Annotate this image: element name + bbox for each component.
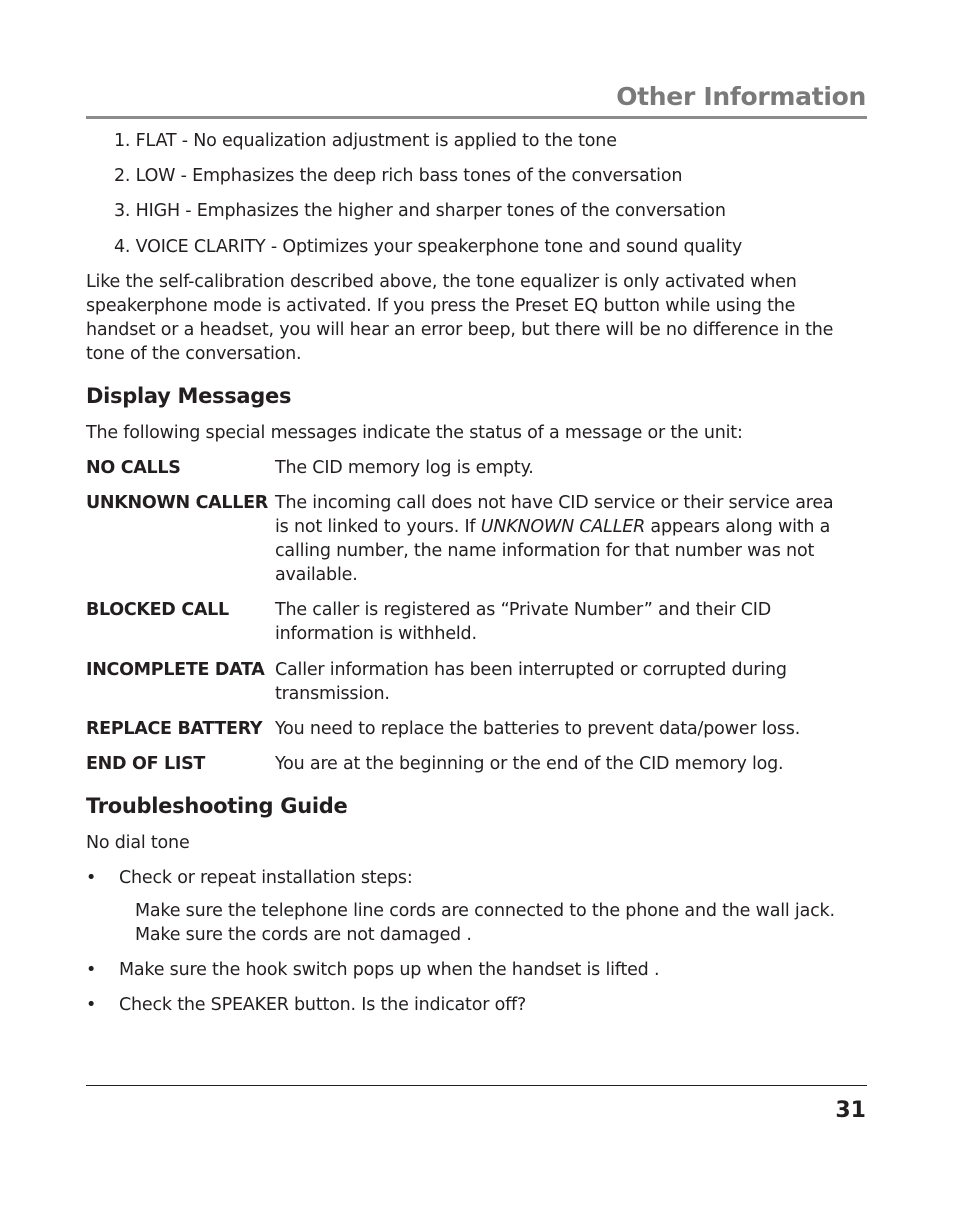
display-messages-intro: The following special messages indicate the status of a message or the unit:	[86, 423, 743, 443]
eq-paragraph-line: speakerphone mode is activated. If you press the Preset EQ button while using the	[86, 296, 796, 316]
term-unknown-caller: UNKNOWN CALLER	[86, 493, 268, 513]
eq-item-flat: 1. FLAT - No equalization adjustment is applied to the tone	[114, 131, 617, 151]
def-unknown-caller-line: The incoming call does not have CID service or their service area	[275, 493, 834, 513]
def-incomplete-data-line: transmission.	[275, 684, 390, 704]
def-blocked-call-line: information is withheld.	[275, 624, 477, 644]
def-unknown-caller-line: is not linked to yours. If UNKNOWN CALLER appears along with a	[275, 517, 831, 537]
def-unknown-caller-line: calling number, the name information for that number was not	[275, 541, 815, 561]
def-end-of-list: You are at the beginning or the end of the CID memory log.	[275, 754, 784, 774]
term-no-calls: NO CALLS	[86, 458, 181, 478]
term-blocked-call: BLOCKED CALL	[86, 600, 229, 620]
eq-item-low: 2. LOW - Emphasizes the deep rich bass tones of the conversation	[114, 166, 683, 186]
sub-line: Make sure the telephone line cords are connected to the phone and the wall jack.	[135, 901, 835, 921]
term-incomplete-data: INCOMPLETE DATA	[86, 660, 265, 680]
footer-rule	[86, 1085, 867, 1086]
def-incomplete-data-line: Caller information has been interrupted or corrupted during	[275, 660, 787, 680]
def-replace-battery: You need to replace the batteries to prevent data/power loss.	[275, 719, 801, 739]
page-number: 31	[835, 1098, 866, 1123]
eq-paragraph-line: tone of the conversation.	[86, 344, 302, 364]
def-blocked-call-line: The caller is registered as “Private Number” and their CID	[275, 600, 772, 620]
page-title: Other Information	[616, 82, 866, 111]
eq-paragraph-line: Like the self-calibration described above, the tone equalizer is only activated when	[86, 272, 797, 292]
troubleshooting-heading: Troubleshooting Guide	[86, 794, 348, 818]
eq-item-high: 3. HIGH - Emphasizes the higher and sharper tones of the conversation	[114, 201, 726, 221]
def-no-calls: The CID memory log is empty.	[275, 458, 534, 478]
bullet-glyph: •	[86, 995, 97, 1015]
display-messages-heading: Display Messages	[86, 384, 292, 408]
sub-line: Make sure the cords are not damaged .	[135, 925, 472, 945]
title-rule	[86, 116, 867, 119]
problem-label: No dial tone	[86, 833, 190, 853]
bullet-speaker-button: Check the SPEAKER button. Is the indicator off?	[119, 995, 527, 1015]
def-unknown-caller-line: available.	[275, 565, 358, 585]
term-replace-battery: REPLACE BATTERY	[86, 719, 263, 739]
eq-paragraph-line: handset or a headset, you will hear an error beep, but there will be no difference in the	[86, 320, 834, 340]
bullet-glyph: •	[86, 868, 97, 888]
eq-item-voice-clarity: 4. VOICE CLARITY - Optimizes your speakerphone tone and sound quality	[114, 237, 742, 257]
unknown-caller-emphasis: UNKNOWN CALLER	[480, 517, 646, 537]
bullet-check-installation: Check or repeat installation steps:	[119, 868, 413, 888]
term-end-of-list: END OF LIST	[86, 754, 206, 774]
bullet-hook-switch: Make sure the hook switch pops up when the handset is lifted .	[119, 960, 660, 980]
bullet-glyph: •	[86, 960, 97, 980]
